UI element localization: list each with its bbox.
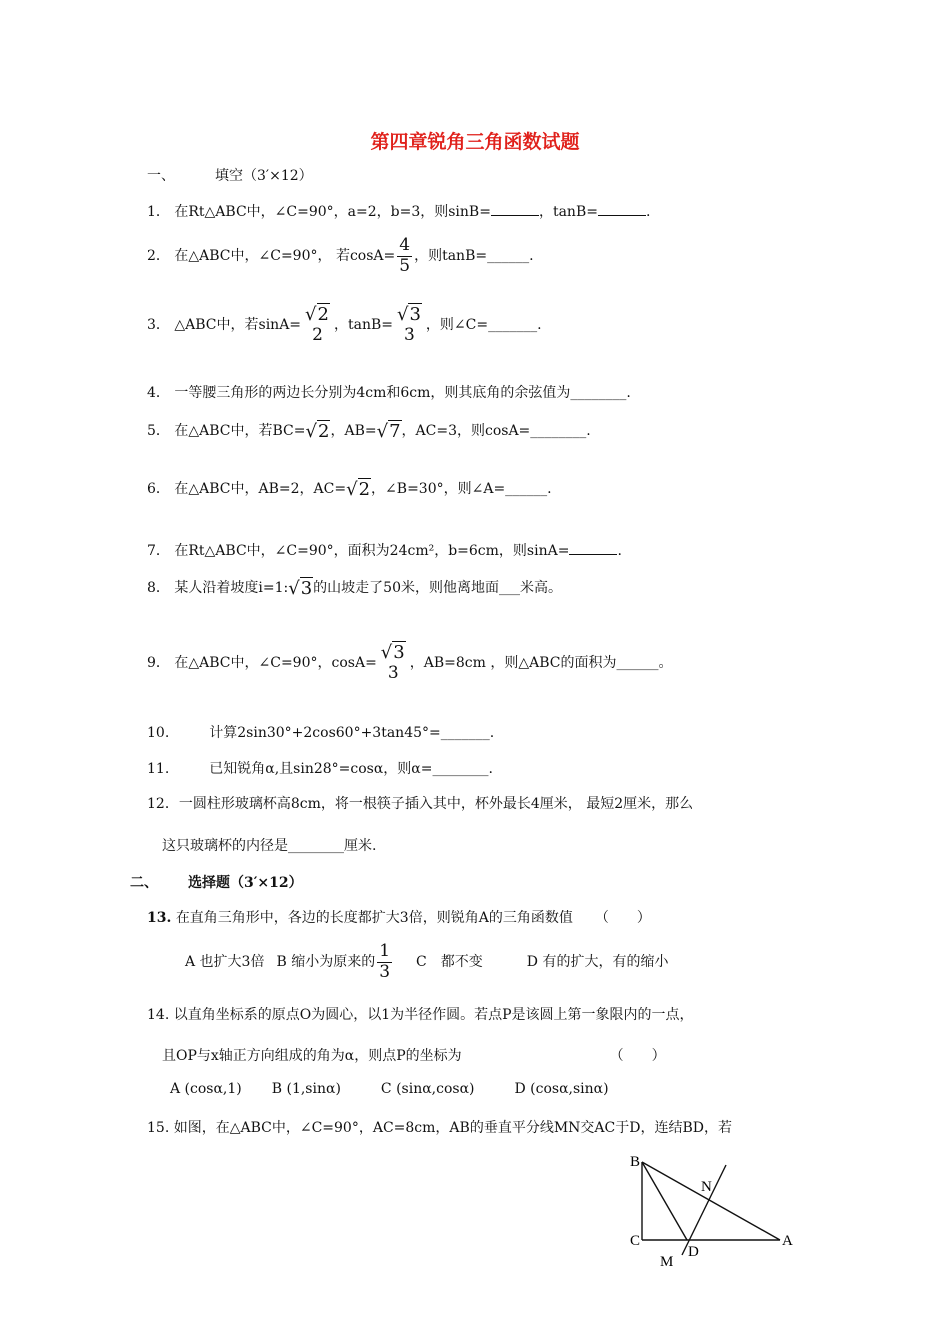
- label-n: N: [701, 1179, 712, 1195]
- question-9: 9． 在△ABC中，∠C=90°，cosA= √3 3 ，AB=8cm ，则△ABC的面积为______。: [147, 642, 673, 683]
- question-3: 3． △ABC中，若sinA= √2 2 ，tanB= √3 3 ，则∠C=_______.: [147, 304, 542, 345]
- question-5: 5． 在△ABC中，若BC=√2，AB=√7，AC=3，则cosA=________.: [147, 420, 591, 442]
- question-7: 7． 在Rt△ABC中，∠C=90°，面积为24cm²，b=6cm，则sinA= .: [147, 543, 622, 559]
- question-13: 13. 在直角三角形中，各边的长度都扩大3倍，则锐角A的三角函数值 （ ）: [147, 910, 651, 926]
- question-1: 1． 在Rt△ABC中，∠C=90°，a=2，b=3，则sinB= ，tanB= .: [147, 204, 651, 220]
- answer-blank: [598, 203, 646, 216]
- line-ba: [642, 1162, 780, 1240]
- line-bd: [642, 1162, 687, 1240]
- question-14: 14. 以直角坐标系的原点O为圆心，以1为半径作圆。若点P是该圆上第一象限内的一点，: [147, 1007, 694, 1023]
- section-1-heading: 一、 填空（3′×12）: [147, 168, 313, 184]
- fraction: √3 3: [396, 304, 421, 345]
- fraction: $\frac{4}{5}$: [399, 235, 411, 276]
- triangle-figure: [620, 1148, 810, 1273]
- fraction: √2 2: [305, 304, 329, 345]
- question-12-cont: 这只玻璃杯的内径是________厘米.: [162, 838, 377, 854]
- label-a: A: [782, 1233, 793, 1249]
- question-4: 4． 一等腰三角形的两边长分别为4cm和6cm，则其底角的余弦值为________.: [147, 385, 631, 401]
- fraction: $\frac{1}{3}$: [379, 941, 391, 982]
- question-14-options: A (cosα,1) B (1,sinα) C (sinα,cosα) D (cosα,sinα): [170, 1081, 609, 1097]
- page-title: 第四章锐角三角函数试题: [370, 131, 580, 153]
- fraction: √3 3: [380, 642, 405, 683]
- question-2: 2． 在△ABC中，∠C=90°， 若cosA= $\frac{4}{5}$ ，则tanB=______.: [147, 235, 534, 276]
- question-8: 8． 某人沿着坡度i=1:√3的山坡走了50米，则他离地面___米高。: [147, 577, 562, 599]
- answer-blank: [569, 542, 617, 555]
- question-15: 15. 如图，在△ABC中，∠C=90°，AC=8cm，AB的垂直平分线MN交AC于D，连结BD，若: [147, 1120, 732, 1136]
- question-12: 12．一圆柱形玻璃杯高8cm，将一根筷子插入其中，杯外最长4厘米， 最短2厘米，那么: [147, 796, 694, 812]
- question-10: 10. 计算2sin30°+2cos60°+3tan45°=_______.: [147, 725, 495, 741]
- question-14-cont: 且OP与x轴正方向组成的角为α，则点P的坐标为 （ ）: [162, 1048, 666, 1064]
- label-c: C: [630, 1233, 641, 1249]
- question-13-options: A 也扩大3倍 B 缩小为原来的 $\frac{1}{3}$ C 都不变 D 有的扩大，有的缩小: [185, 941, 669, 982]
- question-11: 11. 已知锐角α,且sin28°=cosα，则α=________.: [147, 761, 493, 777]
- question-6: 6． 在△ABC中，AB=2，AC=√2，∠B=30°，则∠A=______.: [147, 478, 552, 500]
- label-d: D: [688, 1244, 699, 1260]
- answer-blank: [491, 203, 539, 216]
- label-m: M: [660, 1254, 674, 1270]
- label-b: B: [630, 1154, 641, 1170]
- section-2-heading: 二、 选择题（3′×12）: [130, 875, 303, 891]
